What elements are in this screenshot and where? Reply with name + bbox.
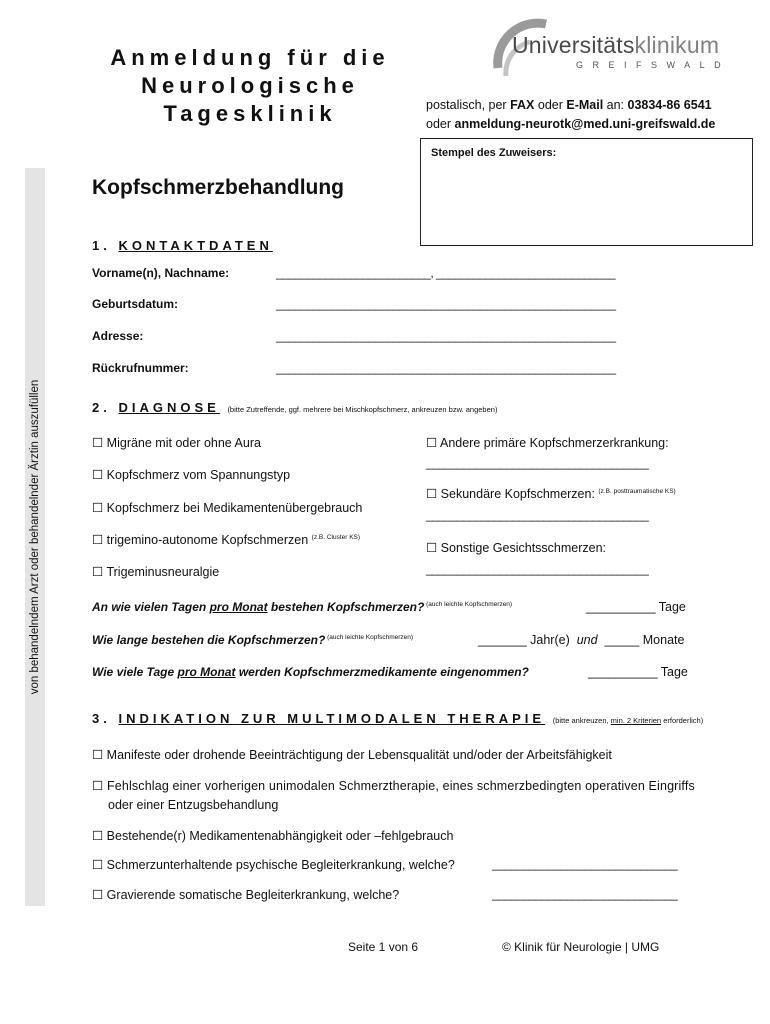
answer-medication-days[interactable]: __________ Tage — [588, 665, 688, 679]
question-days-per-month: An wie vielen Tagen pro Monat bestehen Kopfschmerzen? $^{(auch leichte Kopfschmerzen)}$ — [92, 600, 513, 614]
answer-days-per-month[interactable]: __________ Tage — [586, 600, 686, 614]
section-3-note: (bitte ankreuzen, min. 2 Kriterien erforderlich) — [552, 716, 704, 725]
field-psychiatric-comorbidity[interactable]: ______________________________ — [492, 857, 678, 871]
title-line-3: Tagesklinik — [163, 101, 337, 126]
checkbox-tension-headache[interactable]: ☐ Kopfschmerz vom Spannungstyp — [92, 468, 291, 482]
field-other-primary[interactable]: ____________________________________ — [426, 456, 649, 470]
checkbox-trigemino-autonomic[interactable]: ☐ trigemino-autonome Kopfschmerzen $^{(z.B. Cluster KS)}$ — [92, 533, 361, 547]
field-address[interactable]: _______________________________________________________ — [276, 329, 616, 343]
title-line-1: Anmeldung für die — [110, 45, 390, 70]
field-facial-pain[interactable]: ____________________________________ — [426, 562, 649, 576]
stamp-box[interactable] — [420, 138, 753, 246]
stamp-label: Stempel des Zuweisers: — [431, 147, 557, 159]
checkbox-secondary[interactable]: ☐ Sekundäre Kopfschmerzen: $^{(z.B. posttraumatische KS)}$ — [426, 487, 676, 501]
side-instruction: von behandelndem Arzt oder behandelnder Ärztin auszufüllen — [29, 379, 41, 695]
checkbox-medication-overuse[interactable]: ☐ Kopfschmerz bei Medikamentenübergebrauch — [92, 501, 363, 515]
contact-info: postalisch, per FAX oder E-Mail an: 03834-86 6541 oder anmeldung-neurotk@med.uni-greifswald.de — [426, 98, 716, 131]
checkbox-quality-of-life[interactable]: ☐ Manifeste oder drohende Beeinträchtigung der Lebensqualität und/oder der Arbeitsfähigkeit — [92, 748, 612, 762]
form-title — [80, 44, 420, 128]
checkbox-trigeminal-neuralgia[interactable]: ☐ Trigeminusneuralgie — [92, 565, 220, 579]
logo-wordmark: Universitätsklinikum — [512, 32, 720, 58]
field-somatic-comorbidity[interactable]: ______________________________ — [492, 887, 678, 901]
logo-subtitle: GREIFSWALD — [576, 60, 731, 70]
contact-email[interactable]: anmeldung-neurotk@med.uni-greifswald.de — [454, 117, 716, 131]
question-duration: Wie lange bestehen die Kopfschmerzen? $^{(auch leichte Kopfschmerzen)}$ — [92, 633, 414, 647]
field-secondary[interactable]: ____________________________________ — [426, 508, 649, 522]
section-2-heading: 2. DIAGNOSE (bitte Zutreffende, ggf. mehrere bei Mischkopfschmerz, ankreuzen bzw. angeben) — [92, 400, 498, 415]
field-birthdate[interactable]: _______________________________________________________ — [276, 297, 616, 311]
field-label-name: Vorname(n), Nachname: — [92, 266, 230, 280]
answer-duration[interactable]: _______ Jahr(e) und _____ Monate — [478, 633, 685, 647]
fax-label: FAX — [510, 98, 535, 112]
prior-therapy-continuation: oder einer Entzugsbehandlung — [108, 798, 279, 812]
field-callback[interactable]: _______________________________________________________ — [276, 361, 616, 375]
checkbox-psychiatric-comorbidity[interactable]: ☐ Schmerzunterhaltende psychische Begleiterkrankung, welche? — [92, 858, 455, 872]
email-label: E-Mail — [566, 98, 604, 112]
field-label-address: Adresse: — [92, 329, 144, 343]
checkbox-prior-therapy-failure[interactable]: ☐ Fehlschlag einer vorherigen unimodalen Schmerztherapie, eines schmerzbedingten operativen Eingriffs — [92, 779, 695, 793]
checkbox-somatic-comorbidity[interactable]: ☐ Gravierende somatische Begleiterkrankung, welche? — [92, 888, 400, 902]
question-medication-days: Wie viele Tage pro Monat werden Kopfschmerzmedikamente eingenommen? — [92, 665, 529, 679]
section-3-heading: 3. INDIKATION ZUR MULTIMODALEN THERAPIE (bitte ankreuzen, min. 2 Kriterien erforderlich) — [92, 711, 704, 726]
checkbox-migraine[interactable]: ☐ Migräne mit oder ohne Aura — [92, 436, 261, 450]
checkbox-other-primary[interactable]: ☐ Andere primäre Kopfschmerzerkrankung: — [426, 436, 669, 450]
page-heading: Kopfschmerzbehandlung — [92, 176, 345, 199]
checkbox-facial-pain[interactable]: ☐ Sonstige Gesichtsschmerzen: — [426, 541, 607, 555]
page-number: Seite 1 von 6 — [348, 940, 419, 954]
field-label-birthdate: Geburtsdatum: — [92, 297, 179, 311]
fax-number: 03834-86 6541 — [627, 98, 712, 112]
footer-copyright: © Klinik für Neurologie | UMG — [502, 940, 660, 954]
section-1-heading: 1. KONTAKTDATEN — [92, 238, 273, 253]
field-name[interactable]: _________________________, _____________________________ — [276, 266, 616, 280]
title-line-2: Neurologische — [141, 73, 359, 98]
section-2-note: (bitte Zutreffende, ggf. mehrere bei Mischkopfschmerz, ankreuzen bzw. angeben) — [227, 405, 498, 414]
checkbox-medication-dependence[interactable]: ☐ Bestehende(r) Medikamentenabhängigkeit oder –fehlgebrauch — [92, 829, 454, 843]
field-label-callback: Rückrufnummer: — [92, 361, 189, 375]
